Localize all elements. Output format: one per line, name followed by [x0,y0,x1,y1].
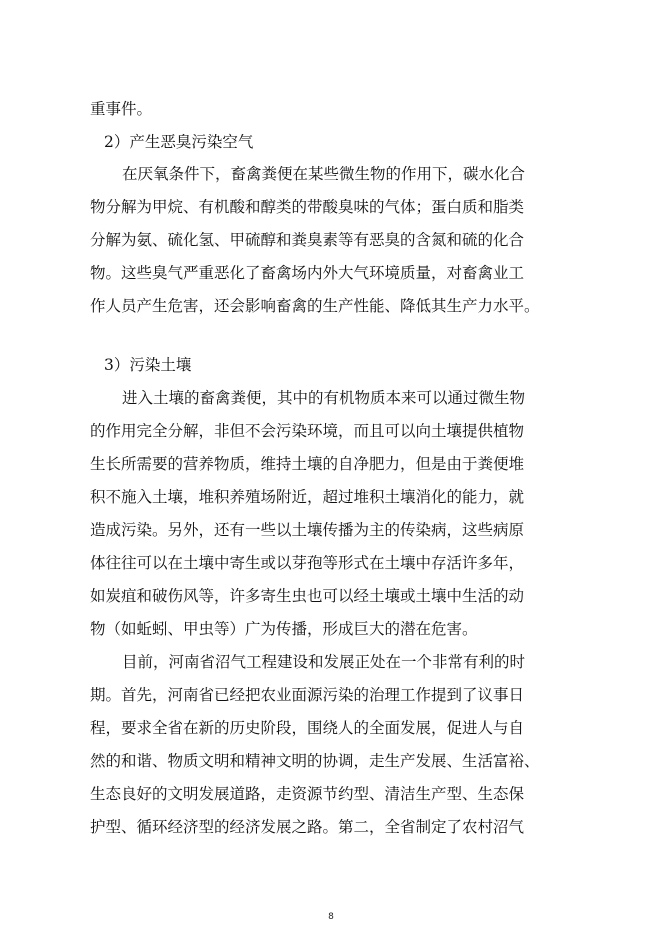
text-line: 生长所需要的营养物质，维持土壤的自净肥力，但是由于粪便堆 [90,455,525,473]
text-line: 然的和谐、物质文明和精神文明的协调，走生产发展、生活富裕、 [90,752,540,770]
text-line: 期。首先，河南省已经把农业面源污染的治理工作提到了议事日 [90,686,525,704]
text-line: 护型、循环经济型的经济发展之路。第二，全省制定了农村沼气 [90,818,525,836]
text-line: 物。这些臭气严重恶化了畜禽场内外大气环境质量，对畜禽业工 [90,264,525,282]
text-line: 体往往可以在土壤中寄生或以芽孢等形式在土壤中存活许多年， [90,554,525,572]
text-line: 物（如蚯蚓、甲虫等）广为传播，形成巨大的潜在危害。 [90,620,478,638]
text-line: 积不施入土壤，堆积养殖场附近，超过堆积土壤消化的能力，就 [90,488,525,506]
text-line: 在厌氧条件下，畜禽粪便在某些微生物的作用下，碳水化合 [122,165,526,183]
text-line: 造成污染。另外，还有一些以土壤传播为主的传染病，这些病原 [90,521,525,539]
text-line: 程，要求全省在新的历史阶段，围绕人的全面发展，促进人与自 [90,719,525,737]
text-line: 生态良好的文明发展道路，走资源节约型、清洁生产型、生态保 [90,785,525,803]
text-line: 目前，河南省沼气工程建设和发展正处在一个非常有利的时 [122,653,526,671]
text-line: 如炭疽和破伤风等，许多寄生虫也可以经土壤或土壤中生活的动 [90,587,525,605]
text-line: 分解为氨、硫化氢、甲硫醇和粪臭素等有恶臭的含氮和硫的化合 [90,231,525,249]
text-line: 进入土壤的畜禽粪便，其中的有机物质本来可以通过微生物 [122,389,526,407]
text-line: 的作用完全分解，非但不会污染环境，而且可以向土壤提供植物 [90,422,525,440]
paragraph-continuation: 重事件。 [90,100,153,118]
text-line: 作人员产生危害，还会影响畜禽的生产性能、降低其生产力水平。 [90,297,540,315]
text-line: 物分解为甲烷、有机酸和醇类的带酸臭味的气体；蛋白质和脂类 [90,198,525,216]
page-number: 8 [328,912,334,922]
section-heading-odor: 2）产生恶臭污染空气 [104,133,254,151]
section-heading-soil: 3）污染土壤 [104,356,192,374]
